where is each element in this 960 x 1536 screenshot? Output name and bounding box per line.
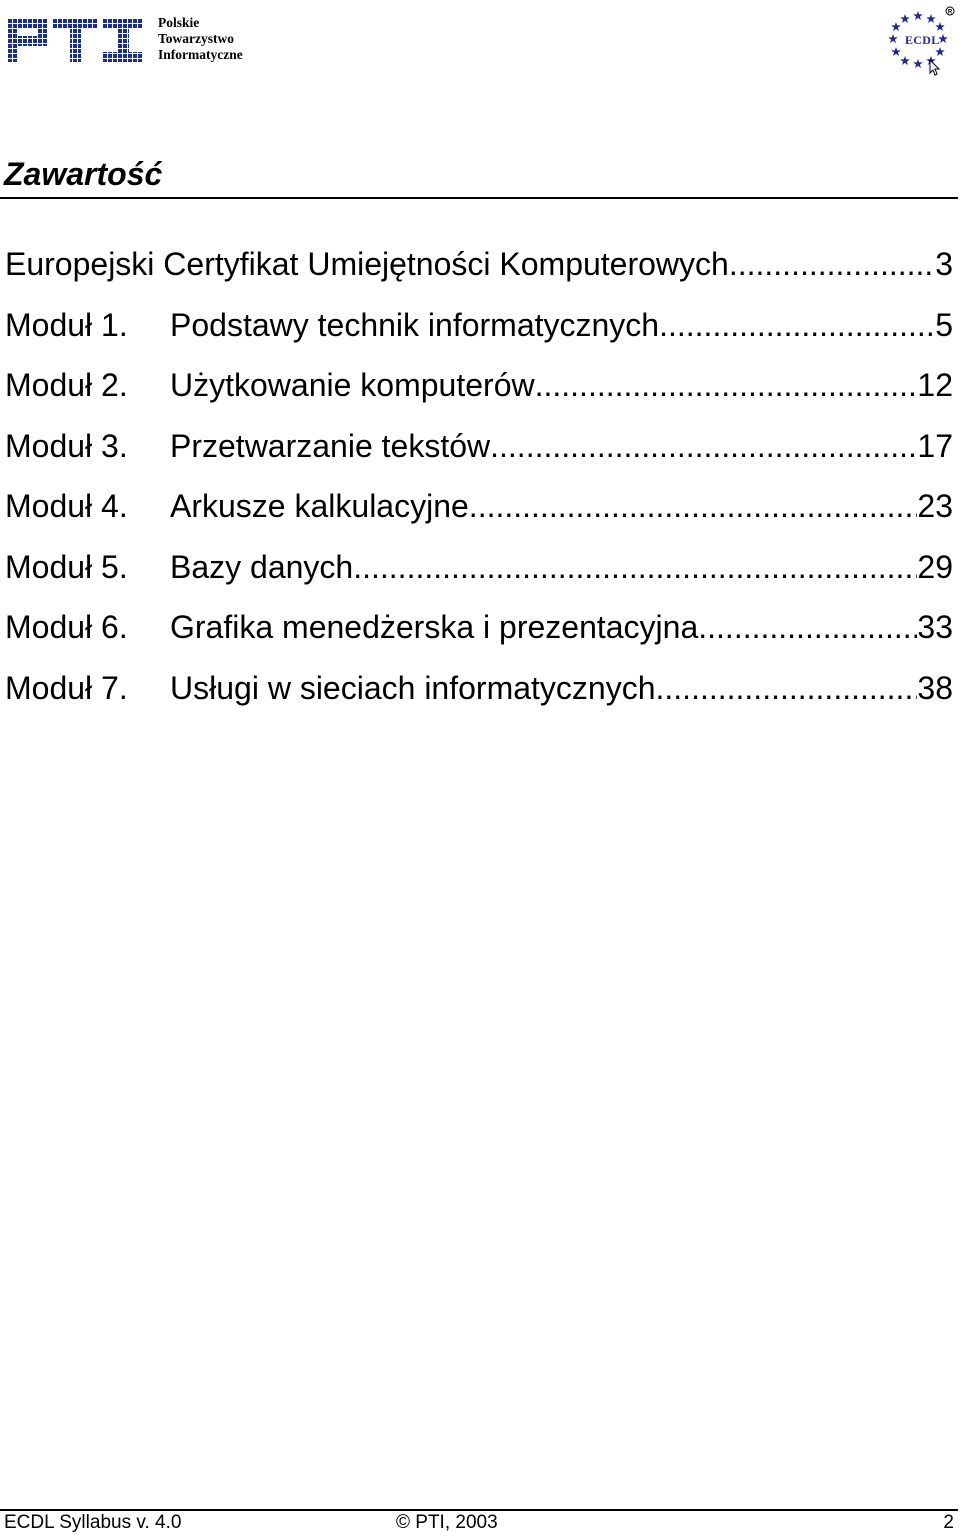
toc-entry-title: Bazy danych (170, 548, 354, 585)
toc-page-number: 38 (917, 669, 953, 706)
table-of-contents (5, 234, 953, 718)
pti-name-line: Towarzystwo (158, 31, 234, 46)
title-divider (0, 197, 958, 199)
toc-dot-leader (698, 597, 917, 657)
pti-name-line: Informatyczne (158, 47, 243, 62)
toc-page-number: 5 (935, 306, 953, 343)
toc-entry-title: Usługi w sieciach informatycznych (170, 669, 656, 706)
toc-entry[interactable] (5, 537, 953, 598)
svg-text:R: R (947, 9, 953, 16)
toc-page-number: 33 (917, 609, 953, 645)
toc-dot-leader (469, 476, 918, 536)
toc-entry[interactable] (5, 355, 953, 416)
toc-dot-leader (535, 355, 918, 415)
toc-module-number: Moduł 7. (5, 669, 128, 706)
toc-module-number: Moduł 1. (5, 306, 128, 343)
toc-entry[interactable] (5, 416, 953, 477)
footer-document-name: ECDL Syllabus v. 4.0 (4, 1512, 182, 1533)
toc-dot-leader (490, 416, 917, 476)
toc-module-number: Moduł 2. (5, 367, 128, 403)
pti-logo-icon (8, 14, 148, 66)
toc-page-number: 23 (917, 488, 953, 524)
toc-entry-title: Użytkowanie komputerów (170, 367, 535, 403)
pti-name-line: Polskie (158, 15, 200, 30)
toc-entry-title: Grafika menedżerska i prezentacyjna (170, 609, 699, 645)
toc-entry-title: Arkusze kalkulacyjne (170, 488, 469, 524)
toc-page-number: 3 (935, 246, 953, 282)
toc-page-number: 17 (917, 427, 953, 464)
toc-dot-leader (353, 537, 917, 597)
toc-entry[interactable] (5, 234, 953, 295)
page-header (0, 0, 960, 90)
page-footer (4, 1512, 954, 1534)
toc-entry[interactable] (5, 597, 953, 658)
toc-module-number: Moduł 6. (5, 609, 128, 645)
toc-module-number: Moduł 5. (5, 548, 128, 585)
toc-page-number: 29 (917, 548, 953, 585)
toc-module-number: Moduł 3. (5, 427, 128, 464)
toc-dot-leader (659, 295, 935, 355)
toc-page-number: 12 (917, 367, 953, 403)
toc-entry-title: Podstawy technik informatycznych (170, 306, 660, 343)
footer-divider (0, 1509, 958, 1511)
page-title: Zawartość (4, 156, 163, 192)
toc-module-number: Moduł 4. (5, 488, 128, 524)
footer-copyright: © PTI, 2003 (396, 1512, 498, 1533)
pti-logo (8, 14, 248, 66)
toc-entry[interactable] (5, 295, 953, 356)
toc-entry-title: Europejski Certyfikat Umiejętności Komputerowych (5, 246, 729, 282)
toc-entry-title: Przetwarzanie tekstów (170, 427, 491, 464)
toc-entry[interactable] (5, 476, 953, 537)
footer-page-number: 2 (943, 1512, 954, 1533)
toc-dot-leader (656, 658, 918, 718)
toc-dot-leader (729, 234, 935, 294)
ecdl-label: ECDL (905, 33, 940, 47)
pti-name (158, 15, 243, 63)
toc-entry[interactable] (5, 658, 953, 719)
